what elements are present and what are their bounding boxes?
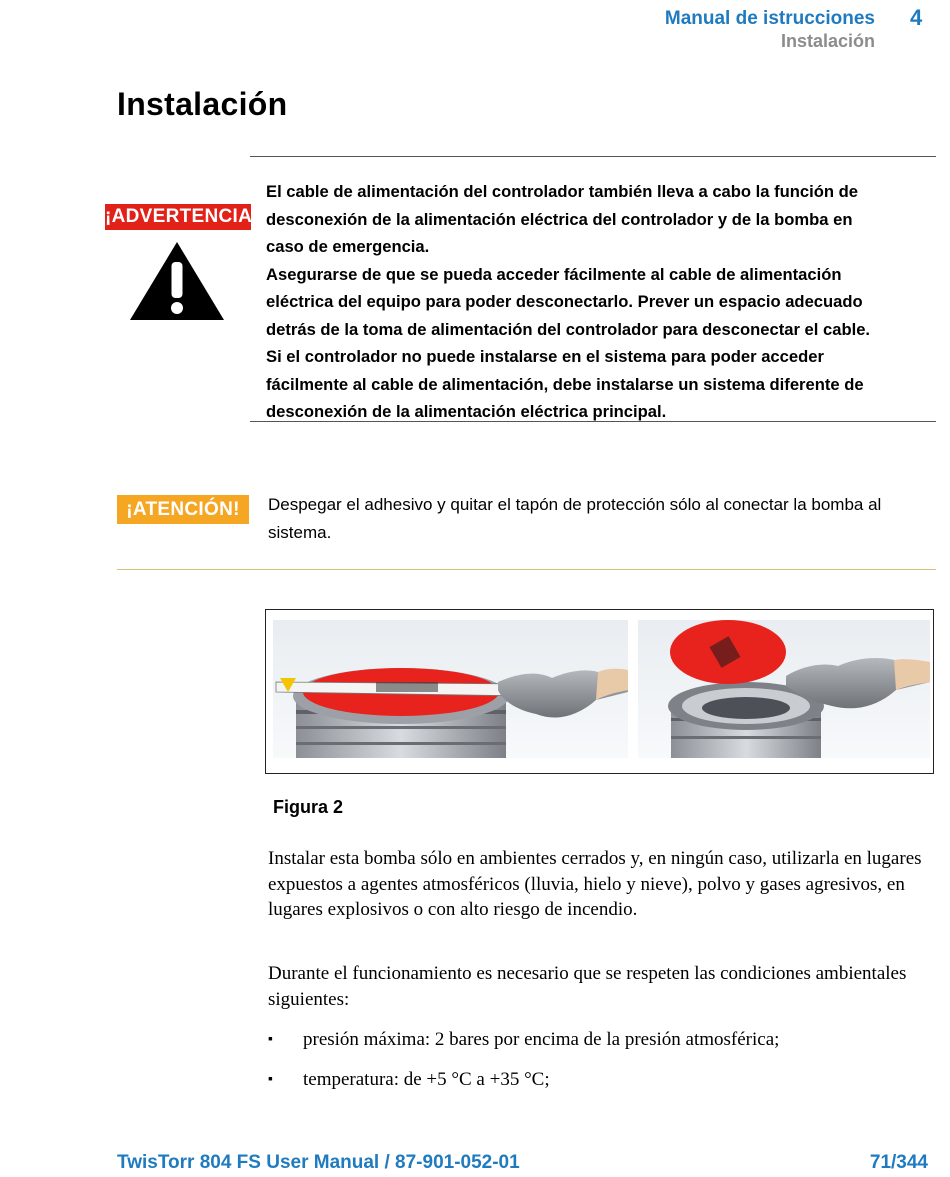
warning-line: fácilmente al cable de alimentación, debe instalarse un sistema diferente de bbox=[266, 374, 864, 394]
warning-triangle-icon bbox=[127, 240, 227, 322]
body-paragraph: Instalar esta bomba sólo en ambientes cerrados y, en ningún caso, utilizarla en lugares expuestos a agentes atmosféricos (lluvia, hielo y nieve), polvo y gases agresivos, en lugares explosivos o con alto riesgo de incendio. bbox=[268, 848, 922, 920]
warning-text bbox=[266, 178, 931, 426]
warning-line: El cable de alimentación del controlador también lleva a cabo la función de bbox=[266, 182, 858, 201]
warning-line: desconexión de la alimentación eléctrica principal. bbox=[266, 402, 667, 421]
pump-cap-removal-illustration bbox=[266, 610, 933, 773]
warning-line: detrás de la toma de alimentación del controlador para desconectar el cable. bbox=[266, 319, 871, 339]
warning-line: Si el controlador no puede instalarse en el sistema para poder acceder bbox=[266, 347, 824, 366]
bullet-icon: ▪ bbox=[268, 1032, 273, 1047]
header-subtitle: Instalación bbox=[780, 31, 875, 51]
warning-line: Asegurarse de que se pueda acceder fácilmente al cable de alimentación bbox=[266, 264, 842, 284]
caution-badge: ¡ATENCIÓN! bbox=[117, 495, 249, 524]
warning-badge: ¡ADVERTENCIA! bbox=[105, 204, 251, 230]
header-title: Manual de istrucciones bbox=[664, 8, 875, 29]
list-item-text: temperatura: de +5 °C a +35 °C; bbox=[303, 1069, 550, 1090]
figure-caption: Figura 2 bbox=[273, 797, 344, 817]
caution-text: Despegar el adhesivo y quitar el tapón de protección sólo al conectar la bomba al sistema. bbox=[268, 495, 882, 542]
body-paragraph: Durante el funcionamiento es necesario que se respeten las condiciones ambientales siguientes: bbox=[268, 963, 907, 1010]
warning-line: caso de emergencia. bbox=[266, 237, 430, 256]
warning-rule-bottom bbox=[250, 421, 936, 422]
page-title: Instalación bbox=[117, 86, 288, 122]
bullet-icon: ▪ bbox=[268, 1072, 273, 1087]
footer-manual-title: TwisTorr 804 FS User Manual / 87-901-052-01 bbox=[117, 1152, 520, 1173]
figure-image bbox=[265, 609, 934, 774]
warning-rule-top bbox=[250, 156, 936, 157]
list-item-text: presión máxima: 2 bares por encima de la presión atmosférica; bbox=[303, 1029, 780, 1050]
section-divider bbox=[117, 569, 936, 570]
warning-line: desconexión de la alimentación eléctrica del controlador y de la bomba en bbox=[266, 209, 853, 229]
chapter-number: 4 bbox=[910, 5, 923, 30]
footer-page-number: 71/344 bbox=[869, 1152, 928, 1173]
warning-line: eléctrica del equipo para poder desconectarlo. Prever un espacio adecuado bbox=[266, 292, 863, 311]
